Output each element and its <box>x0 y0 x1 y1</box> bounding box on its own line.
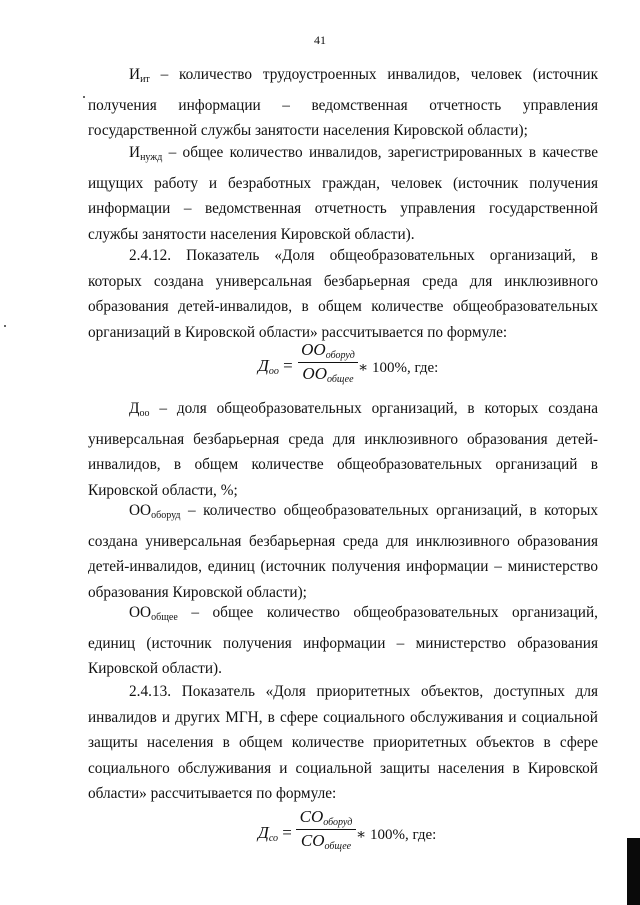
formula-numerator: $СО_{оборуд}$ <box>299 807 353 828</box>
symbol: ОО <box>129 502 152 519</box>
scan-speck <box>4 325 6 327</box>
formula-denominator: $ОО_{общее}$ <box>302 364 354 385</box>
formula-lhs: $Д_{оо}$ = <box>258 356 293 377</box>
formula-fraction <box>296 807 356 852</box>
formula-numerator: $ОО_{оборуд}$ <box>301 340 355 361</box>
definition-text: – количество трудоустроенных инвалидов, человек (источник получения информации – ведомственная отчетность управления государственной службы занятости населения Кировской области); <box>88 66 598 139</box>
formula-multiplier: ∗ 100%, где: <box>356 827 437 843</box>
indicator-text: 2.4.12. Показатель «Доля общеобразовательных организаций, в которых создана универсальная безбарьерная среда для инклюзивного образования детей-инвалидов, в общем количестве общеобразовательных организаций в Кировской области» рассчитывается по формуле: <box>88 247 598 341</box>
definition-d-oo <box>88 396 598 503</box>
indicator-2-4-13 <box>88 679 598 807</box>
fraction-bar <box>296 829 356 830</box>
indicator-2-4-12 <box>88 243 598 345</box>
symbol: Д <box>129 400 140 417</box>
definition-oo-oborud <box>88 498 598 605</box>
symbol: ОО <box>129 604 152 621</box>
page-number: 41 <box>314 33 326 47</box>
symbol-subscript: нужд <box>140 152 163 163</box>
indicator-text: 2.4.13. Показатель «Доля приоритетных объектов, доступных для инвалидов и других МГН, в сфере социального обслуживания и социальной защиты населения в общем количестве приоритетных объектов в сфере социального обслуживания и социальной защиты населения в Кировской области» рассчитывается по формуле: <box>88 683 598 802</box>
symbol-subscript: общее <box>151 612 178 623</box>
symbol: И <box>129 66 141 83</box>
scan-edge-mark <box>627 838 640 905</box>
definition-i-nuzhd <box>88 140 598 247</box>
definition-text: – доля общеобразовательных организаций, в которых создана универсальная безбарьерная среда для инклюзивного образования детей-инвалидов, в общем количестве общеобразовательных организаций в Кировской области, %; <box>88 400 598 499</box>
fraction-bar <box>298 362 358 363</box>
symbol-subscript: ит <box>140 74 150 85</box>
definition-oo-obshchee <box>88 600 598 682</box>
definition-text: – общее количество инвалидов, зарегистрированных в качестве ищущих работу и безработных граждан, человек (источник получения информации – ведомственная отчетность управления государственной службы занятости населения Кировской области). <box>88 144 598 243</box>
definition-text: – количество общеобразовательных организаций, в которых создана универсальная безбарьерная среда для инклюзивного образования детей-инвалидов, единиц (источник получения информации – министерство образования Кировской области); <box>88 502 598 601</box>
symbol-subscript: оборуд <box>151 510 181 521</box>
definition-i-it <box>88 62 598 144</box>
formula-lhs: $Д_{со}$ = <box>258 823 292 844</box>
formula-fraction <box>298 340 358 385</box>
symbol-subscript: оо <box>139 408 150 419</box>
formula-multiplier: ∗ 100%, где: <box>358 360 439 376</box>
symbol: И <box>129 144 141 161</box>
scan-speck <box>83 96 85 98</box>
definition-text: – общее количество общеобразовательных организаций, единиц (источник получения информации – министерство образования Кировской области). <box>88 604 598 677</box>
formula-denominator: $СО_{общее}$ <box>300 831 352 852</box>
